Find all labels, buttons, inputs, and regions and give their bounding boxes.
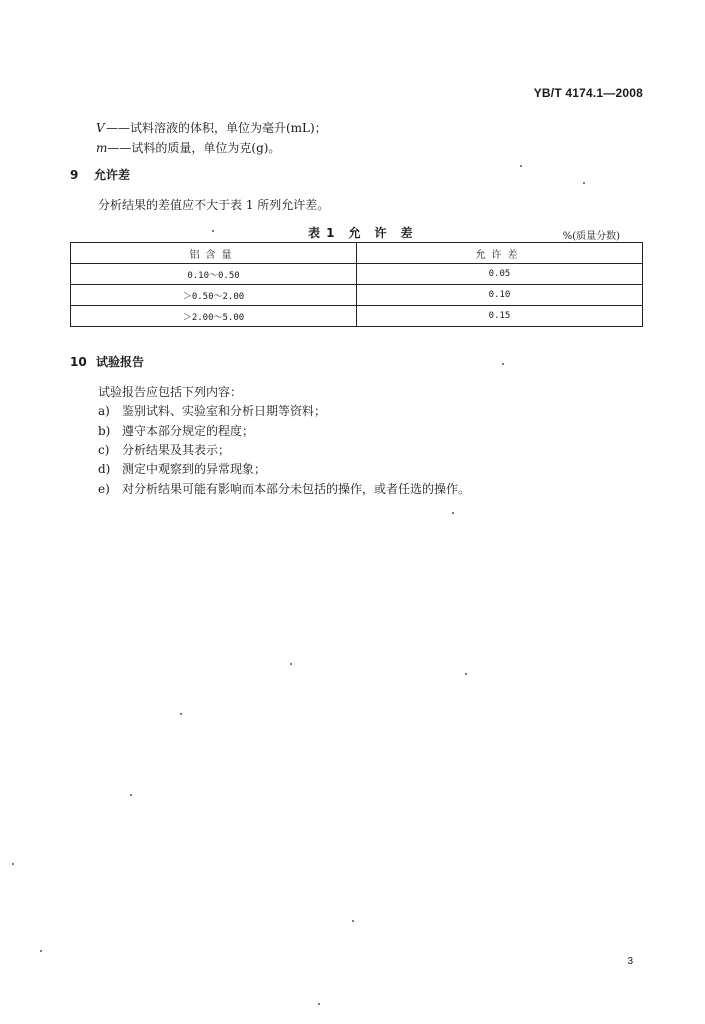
scan-speck bbox=[318, 1003, 320, 1005]
definition-volume bbox=[96, 121, 327, 135]
definition-symbol: m bbox=[96, 141, 108, 155]
table-row bbox=[71, 264, 643, 285]
table-header-row bbox=[71, 243, 643, 264]
table-header-cell: 铝含量 bbox=[71, 243, 357, 264]
scan-speck bbox=[352, 920, 354, 922]
scan-speck bbox=[520, 165, 522, 167]
list-marker: a) bbox=[98, 404, 110, 418]
standard-code: YB/T 4174.1—2008 bbox=[533, 86, 643, 100]
list-item bbox=[98, 424, 254, 438]
table-unit: %(质量分数) bbox=[562, 231, 620, 242]
list-text: 对分析结果可能有影响而本部分未包括的操作，或者任选的操作。 bbox=[122, 482, 471, 496]
list-text: 鉴别试料、实验室和分析日期等资料； bbox=[122, 404, 327, 418]
table-row bbox=[71, 306, 643, 327]
definition-mass bbox=[96, 141, 280, 155]
list-marker: e) bbox=[98, 482, 110, 496]
scan-speck bbox=[180, 713, 182, 715]
table-cell: 0.10～0.50 bbox=[71, 264, 357, 285]
list-item bbox=[98, 462, 266, 476]
list-text: 测定中观察到的异常现象； bbox=[122, 462, 267, 476]
list-marker: b) bbox=[98, 424, 111, 438]
list-text: 遵守本部分规定的程度； bbox=[122, 424, 255, 438]
section-10-intro: 试验报告应包括下列内容： bbox=[98, 385, 243, 399]
section-9-paragraph: 分析结果的差值应不大于表 1 所列允许差。 bbox=[98, 198, 330, 212]
list-item bbox=[98, 443, 230, 457]
scan-speck bbox=[290, 663, 292, 665]
tolerance-table bbox=[70, 242, 643, 327]
table-row bbox=[71, 285, 643, 306]
scan-speck bbox=[502, 363, 504, 365]
table-cell: 0.05 bbox=[357, 264, 643, 285]
table-cell: ＞2.00～5.00 bbox=[71, 306, 357, 327]
section-title: 允许差 bbox=[94, 168, 131, 182]
list-item bbox=[98, 404, 326, 418]
definition-text: ——试料溶液的体积，单位为毫升(mL)； bbox=[106, 121, 327, 135]
scan-speck bbox=[40, 950, 42, 952]
table-caption: 表 1 允 许 差 bbox=[308, 226, 414, 240]
section-10-heading bbox=[70, 355, 144, 369]
page-number: 3 bbox=[627, 956, 633, 967]
scan-speck bbox=[130, 794, 132, 796]
table-cell: ＞0.50～2.00 bbox=[71, 285, 357, 306]
list-item bbox=[98, 482, 470, 496]
scan-speck bbox=[12, 863, 14, 865]
section-number: 9 bbox=[70, 168, 79, 182]
scan-speck bbox=[452, 512, 454, 514]
list-marker: c) bbox=[98, 443, 110, 457]
list-marker: d) bbox=[98, 462, 111, 476]
section-title: 试验报告 bbox=[96, 355, 145, 369]
section-number: 10 bbox=[70, 355, 87, 369]
table-cell: 0.15 bbox=[357, 306, 643, 327]
scan-speck bbox=[212, 230, 214, 232]
definition-symbol: V bbox=[96, 121, 105, 135]
scan-speck bbox=[465, 673, 467, 675]
scan-speck bbox=[583, 182, 585, 184]
list-text: 分析结果及其表示； bbox=[122, 443, 231, 457]
table-header-cell: 允许差 bbox=[357, 243, 643, 264]
table-cell: 0.10 bbox=[357, 285, 643, 306]
definition-text: ——试料的质量，单位为克(g)。 bbox=[107, 141, 281, 155]
section-9-heading bbox=[70, 168, 130, 182]
